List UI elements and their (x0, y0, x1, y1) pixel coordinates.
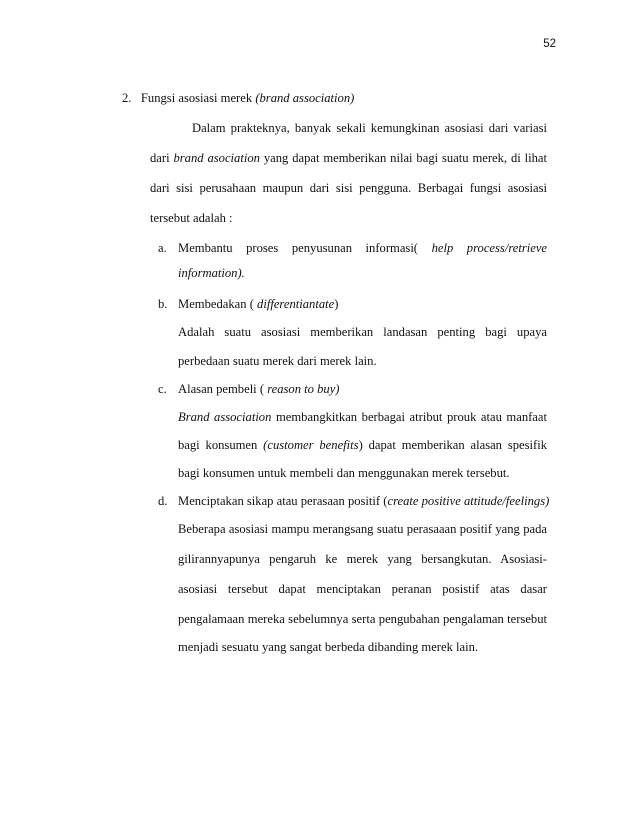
item-a-marker: a. (158, 241, 167, 255)
item-d-line-4: pengalamaan mereka sebelumnya serta pengubahan pengalaman tersebut (178, 612, 547, 626)
item-a-line-1: Membantu proses penyusunan informasi( help process/retrieve (178, 241, 548, 255)
item-d-line-5: menjadi sesuatu yang sangat berbeda dibanding merek lain. (178, 640, 479, 654)
intro-line-1: Dalam prakteknya, banyak sekali kemungkinan asosiasi dari variasi (192, 121, 547, 135)
section-heading (122, 90, 354, 106)
section-number: 2. (122, 91, 132, 105)
item-a-line-2: information). (178, 266, 245, 280)
item-d-line-2: gilirannyapunya pengaruh ke merek yang bersangkutan. Asosiasi- (178, 552, 547, 566)
page-number: 52 (543, 38, 556, 50)
item-b-heading: Membedakan ( differentiantate) (178, 297, 339, 311)
item-d-line-3: asosiasi tersebut dapat menciptakan peranan posistif atas dasar (178, 582, 547, 596)
item-c-line-3: bagi konsumen untuk membeli dan menggunakan merek tersebut. (178, 466, 510, 480)
item-c-line-1: Brand association membangkitkan berbagai atribut prouk atau manfaat (178, 410, 547, 424)
item-b-marker: b. (158, 297, 168, 311)
section-title-italic: (brand association) (255, 91, 355, 105)
item-b-line-2: perbedaan suatu merek dari merek lain. (178, 354, 377, 368)
intro-line-4: tersebut adalah : (150, 211, 233, 225)
intro-line-2: dari brand asociation yang dapat memberikan nilai bagi suatu merek, di lihat (150, 151, 548, 165)
item-c-heading: Alasan pembeli ( reason to buy) (178, 382, 340, 396)
item-b-line-1: Adalah suatu asosiasi memberikan landasan penting bagi upaya (178, 325, 547, 339)
item-d-line-1: Beberapa asosiasi mampu merangsang suatu perasaaan positif yang pada (178, 522, 547, 536)
intro-line-3: dari sisi perusahaan maupun dari sisi pengguna. Berbagai fungsi asosiasi (150, 181, 547, 195)
item-c-line-2: bagi konsumen (customer benefits) dapat memberikan alasan spesifik (178, 438, 548, 452)
section-title: Fungsi asosiasi merek (140, 91, 253, 105)
item-d-heading: Menciptakan sikap atau perasaan positif (create positive attitude/feelings) (178, 494, 550, 508)
item-c-marker: c. (158, 382, 167, 396)
item-d-marker: d. (158, 494, 168, 508)
